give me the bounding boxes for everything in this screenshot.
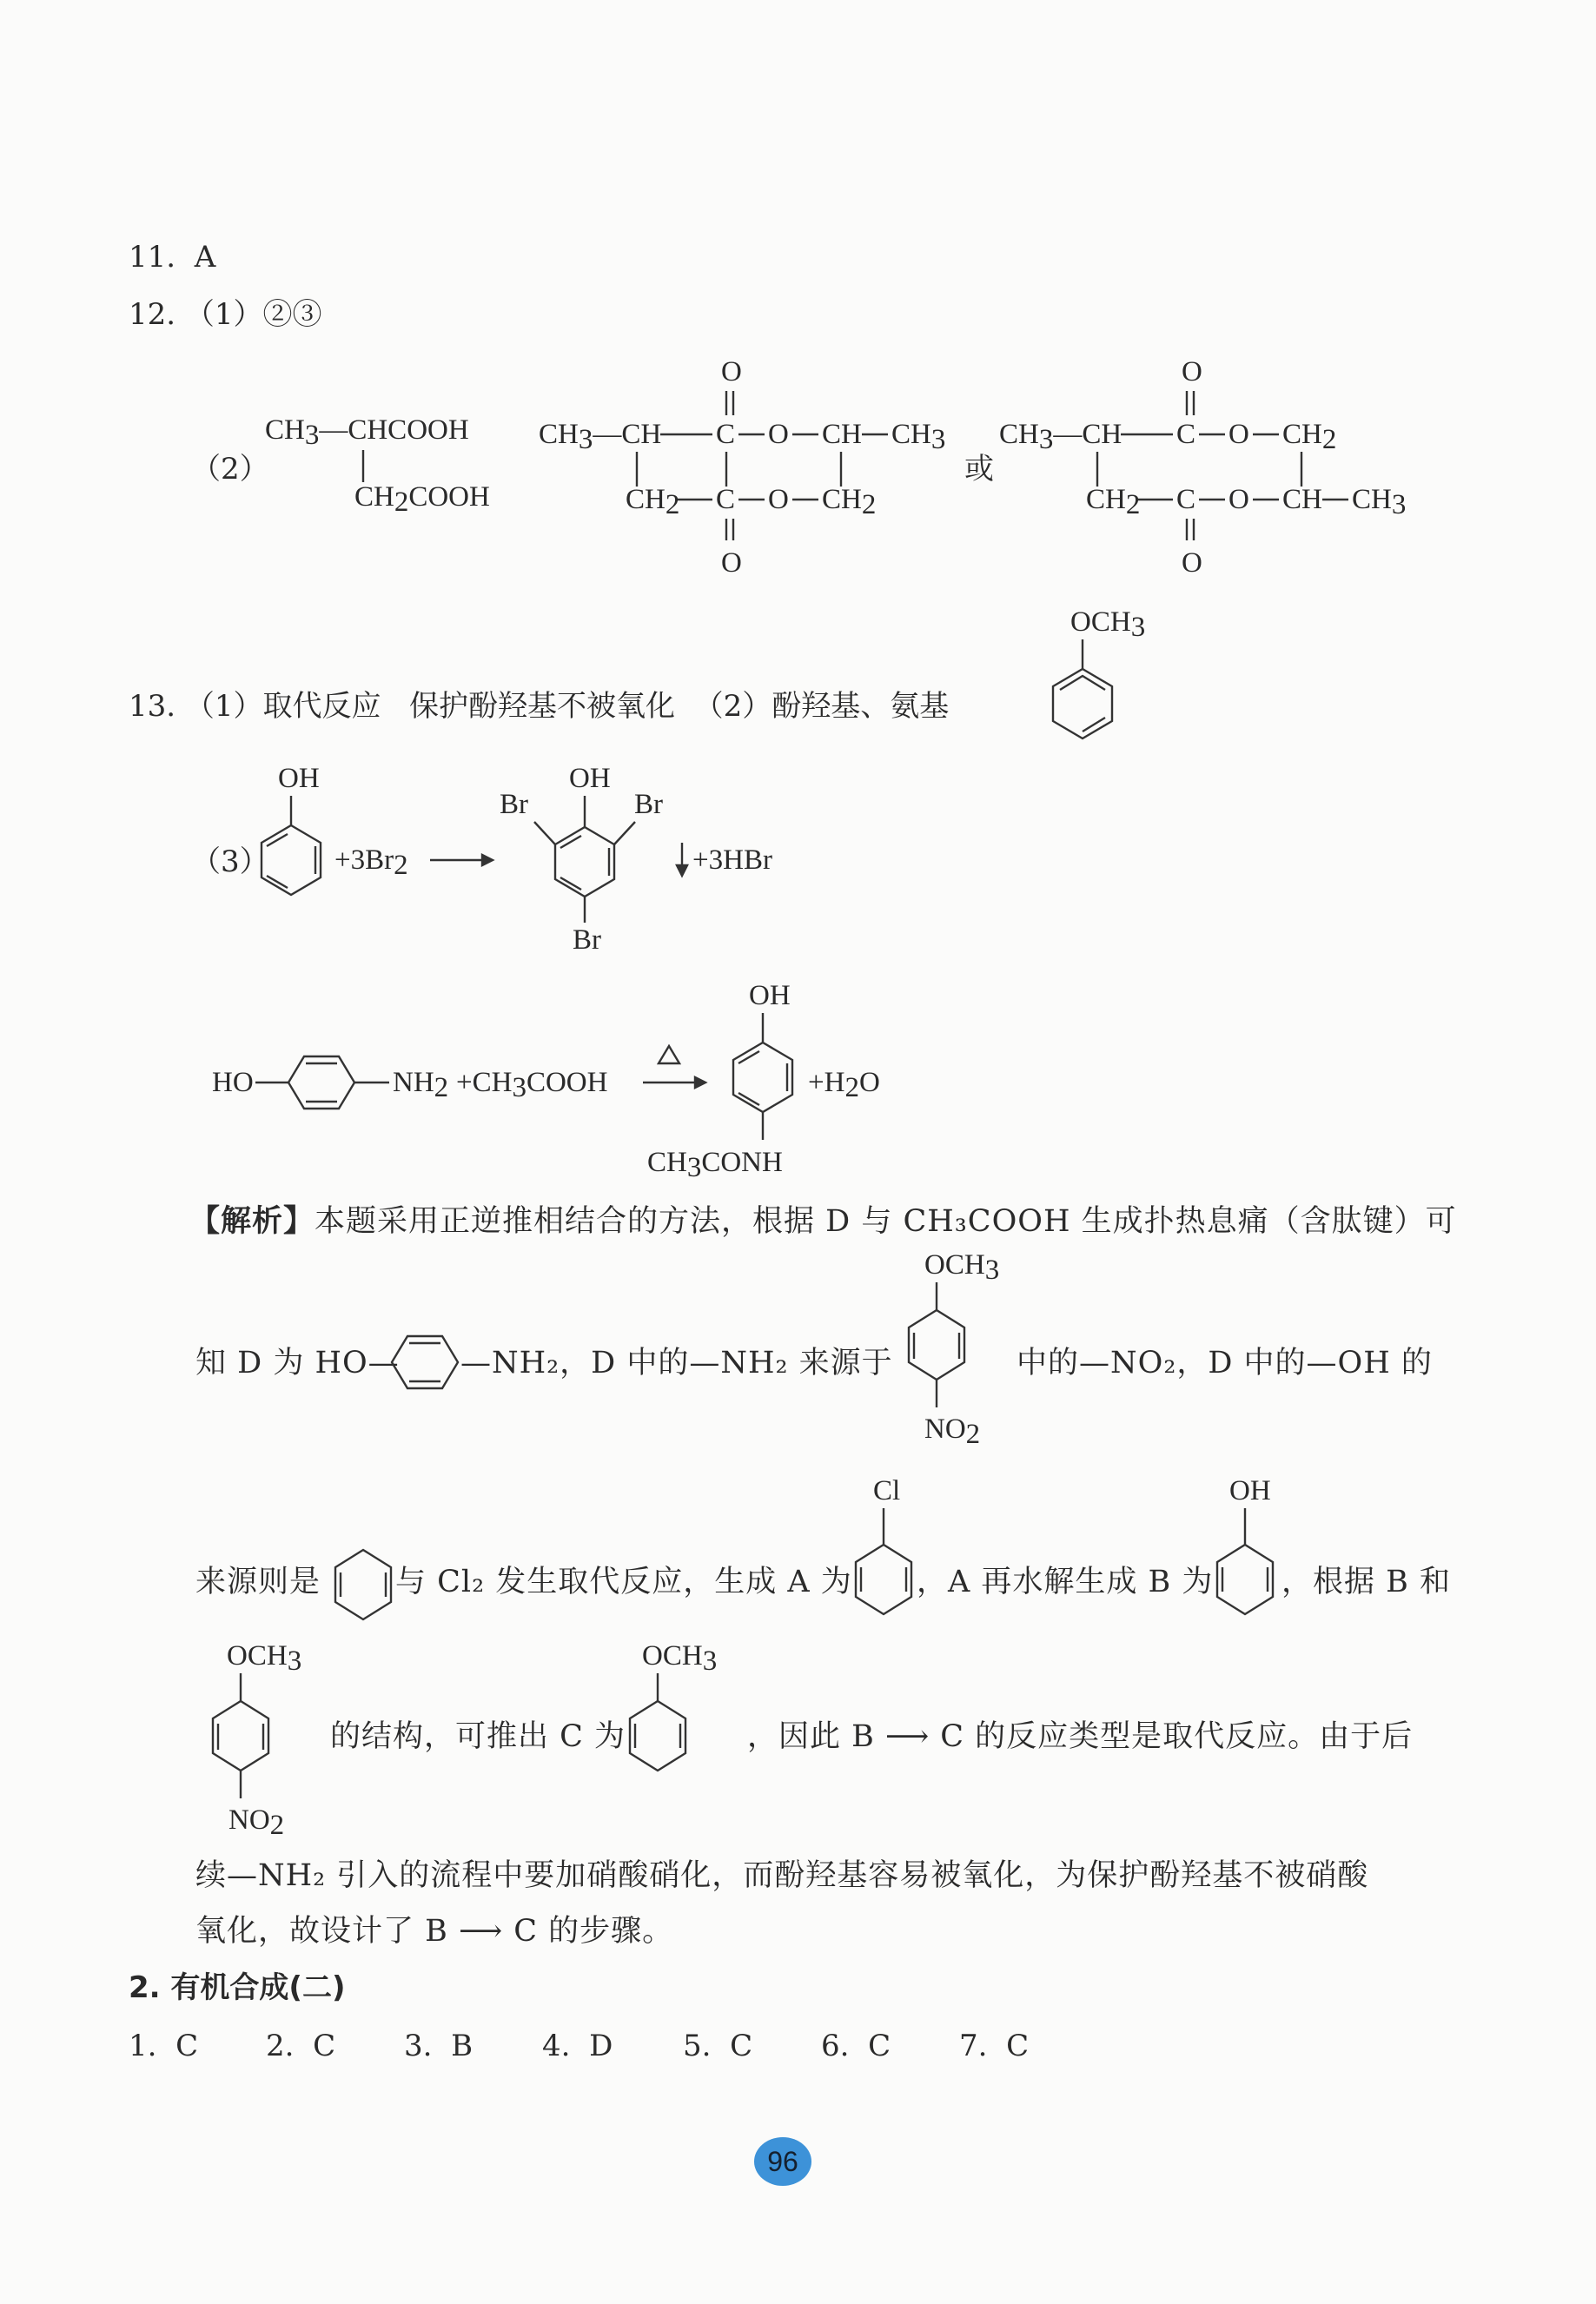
analysis-benzene — [330, 1546, 400, 1625]
svg-text:O: O — [768, 419, 789, 450]
svg-text:CH3—CHCOOH: CH3—CHCOOH — [265, 414, 469, 451]
svg-text:+H2O: +H2O — [808, 1067, 880, 1103]
q13-p2-label: （2） — [693, 689, 772, 724]
svg-text:OCH3: OCH3 — [642, 1640, 718, 1677]
q12-p1-label: （1） — [184, 297, 263, 332]
mcq-5-ans: C — [730, 2029, 753, 2063]
mcq-2 — [266, 2029, 335, 2063]
svg-text:C: C — [716, 484, 736, 515]
analysis-line6: 氧化，故设计了 B ⟶ C 的步骤。 — [195, 1914, 674, 1949]
q13-p3-label: （3） — [191, 844, 269, 879]
mcq-7-num: 7. — [959, 2029, 988, 2063]
svg-text:Cl: Cl — [873, 1475, 901, 1506]
q12-structure-acid — [261, 408, 521, 530]
analysis-line4b: ，因此 B ⟶ C 的反应类型是取代反应。由于后 — [747, 1719, 1414, 1754]
analysis-line2b: —NH₂，D 中的—NH₂ 来源于 — [460, 1346, 893, 1380]
svg-text:O: O — [1182, 547, 1202, 579]
svg-text:CH2: CH2 — [626, 484, 680, 520]
analysis-chlorobenzene — [847, 1468, 925, 1625]
analysis-line5: 续—NH₂ 引入的流程中要加硝酸硝化，而酚羟基容易被氧化，为保护酚羟基不被硝酸 — [195, 1858, 1369, 1893]
q12-number: 12. — [129, 297, 176, 332]
q13-reaction2 — [209, 973, 990, 1190]
analysis-line2a: 知 D 为 HO— — [195, 1346, 400, 1380]
mcq-4 — [542, 2029, 613, 2063]
svg-text:O: O — [768, 484, 789, 515]
q11-number: 11. — [129, 240, 176, 275]
svg-text:O: O — [721, 547, 742, 579]
analysis-text-1: 本题采用正逆推相结合的方法，根据 D 与 CH₃COOH 生成扑热息痛（含肽键）可 — [315, 1204, 1457, 1239]
q12-p2-label: （2） — [191, 452, 269, 487]
page-number: 96 — [754, 2137, 811, 2186]
q12-structure-ester-1 — [539, 348, 973, 591]
svg-text:C: C — [716, 419, 736, 450]
mcq-7 — [959, 2029, 1029, 2063]
q12-part1 — [129, 297, 322, 332]
mcq-6-ans: C — [868, 2029, 891, 2063]
analysis-line3a: 来源则是 — [195, 1565, 321, 1599]
svg-text:O: O — [1228, 419, 1249, 450]
mcq-1-num: 1. — [129, 2029, 157, 2063]
q13-p1-answer2: 保护酚羟基不被氧化 — [408, 689, 675, 724]
svg-text:Br: Br — [500, 789, 528, 820]
q12-or: 或 — [964, 452, 994, 487]
q13-anisole-structure — [1043, 599, 1182, 747]
svg-text:OCH3: OCH3 — [924, 1249, 1000, 1286]
svg-text:CH3—CH: CH3—CH — [999, 419, 1122, 455]
q12-structure-ester-2 — [999, 348, 1451, 591]
analysis-nitroanisole-1 — [886, 1242, 1025, 1460]
analysis-line4a: 的结构，可推出 C 为 — [330, 1719, 626, 1754]
section-title: 2. 有机合成(二) — [129, 1970, 346, 2005]
svg-text:O: O — [1228, 484, 1249, 515]
svg-text:CH3: CH3 — [891, 419, 946, 455]
svg-text:CH2: CH2 — [822, 484, 877, 520]
svg-text:CH3CONH: CH3CONH — [647, 1147, 783, 1183]
q13-p1-label: （1） — [184, 689, 263, 724]
mcq-3-ans: B — [451, 2029, 474, 2063]
svg-text:CH: CH — [1282, 484, 1322, 515]
svg-text:HO: HO — [212, 1067, 254, 1098]
analysis-line3c: ，A 再水解生成 B 为 — [917, 1565, 1214, 1599]
analysis-nitroanisole-2 — [195, 1633, 334, 1850]
svg-text:CH3: CH3 — [1352, 484, 1407, 520]
mcq-1 — [129, 2029, 198, 2063]
svg-text:Br: Br — [573, 924, 601, 956]
mcq-3-num: 3. — [404, 2029, 433, 2063]
mcq-6-num: 6. — [821, 2029, 850, 2063]
analysis-phenol — [1203, 1468, 1290, 1625]
svg-text:Br: Br — [634, 789, 663, 820]
q13-p1-answer: 取代反应 — [262, 689, 381, 724]
mcq-2-ans: C — [313, 2029, 336, 2063]
svg-text:OH: OH — [569, 763, 611, 794]
analysis-label: 【解析】 — [189, 1204, 315, 1239]
q13-reaction1 — [248, 756, 856, 964]
svg-text:+CH3COOH: +CH3COOH — [456, 1067, 608, 1103]
q13-p2-answer: 酚羟基、氨基 — [772, 689, 950, 724]
svg-text:OH: OH — [1229, 1475, 1271, 1506]
q11 — [129, 240, 215, 275]
svg-text:NO2: NO2 — [924, 1414, 981, 1450]
svg-text:OH: OH — [278, 763, 320, 794]
svg-text:+3HBr: +3HBr — [692, 844, 772, 876]
analysis-line3b: 与 Cl₂ 发生取代反应，生成 A 为 — [395, 1565, 852, 1599]
mcq-5-num: 5. — [683, 2029, 712, 2063]
svg-text:OH: OH — [749, 980, 791, 1011]
q13-line1 — [129, 689, 949, 724]
analysis-line1 — [189, 1203, 1457, 1240]
mcq-3 — [404, 2029, 473, 2063]
q11-answer: A — [194, 240, 216, 275]
svg-text:NO2: NO2 — [228, 1804, 285, 1841]
svg-text:CH2COOH: CH2COOH — [354, 481, 490, 518]
svg-text:NH2: NH2 — [393, 1067, 449, 1103]
analysis-line2c: 中的—NO₂，D 中的—OH 的 — [1017, 1346, 1433, 1380]
svg-text:O: O — [1182, 356, 1202, 387]
svg-text:OCH3: OCH3 — [1070, 606, 1146, 643]
svg-text:CH2: CH2 — [1086, 484, 1141, 520]
mcq-7-ans: C — [1006, 2029, 1030, 2063]
mcq-2-num: 2. — [266, 2029, 295, 2063]
mcq-4-ans: D — [589, 2029, 613, 2063]
svg-text:C: C — [1176, 484, 1196, 515]
mcq-6 — [821, 2029, 891, 2063]
mcq-1-ans: C — [175, 2029, 199, 2063]
svg-text:C: C — [1176, 419, 1196, 450]
analysis-anisole — [621, 1633, 743, 1790]
svg-text:CH: CH — [822, 419, 862, 450]
analysis-line3d: ，根据 B 和 — [1281, 1565, 1451, 1599]
svg-text:+3Br2: +3Br2 — [334, 844, 408, 881]
q12-p1-answer: ②③ — [262, 297, 322, 332]
svg-text:OCH3: OCH3 — [227, 1640, 302, 1677]
svg-text:CH2: CH2 — [1282, 419, 1337, 455]
q13-number: 13. — [129, 689, 176, 724]
mcq-5 — [683, 2029, 752, 2063]
svg-text:O: O — [721, 356, 742, 387]
svg-text:CH3—CH: CH3—CH — [539, 419, 662, 455]
mcq-4-num: 4. — [542, 2029, 571, 2063]
